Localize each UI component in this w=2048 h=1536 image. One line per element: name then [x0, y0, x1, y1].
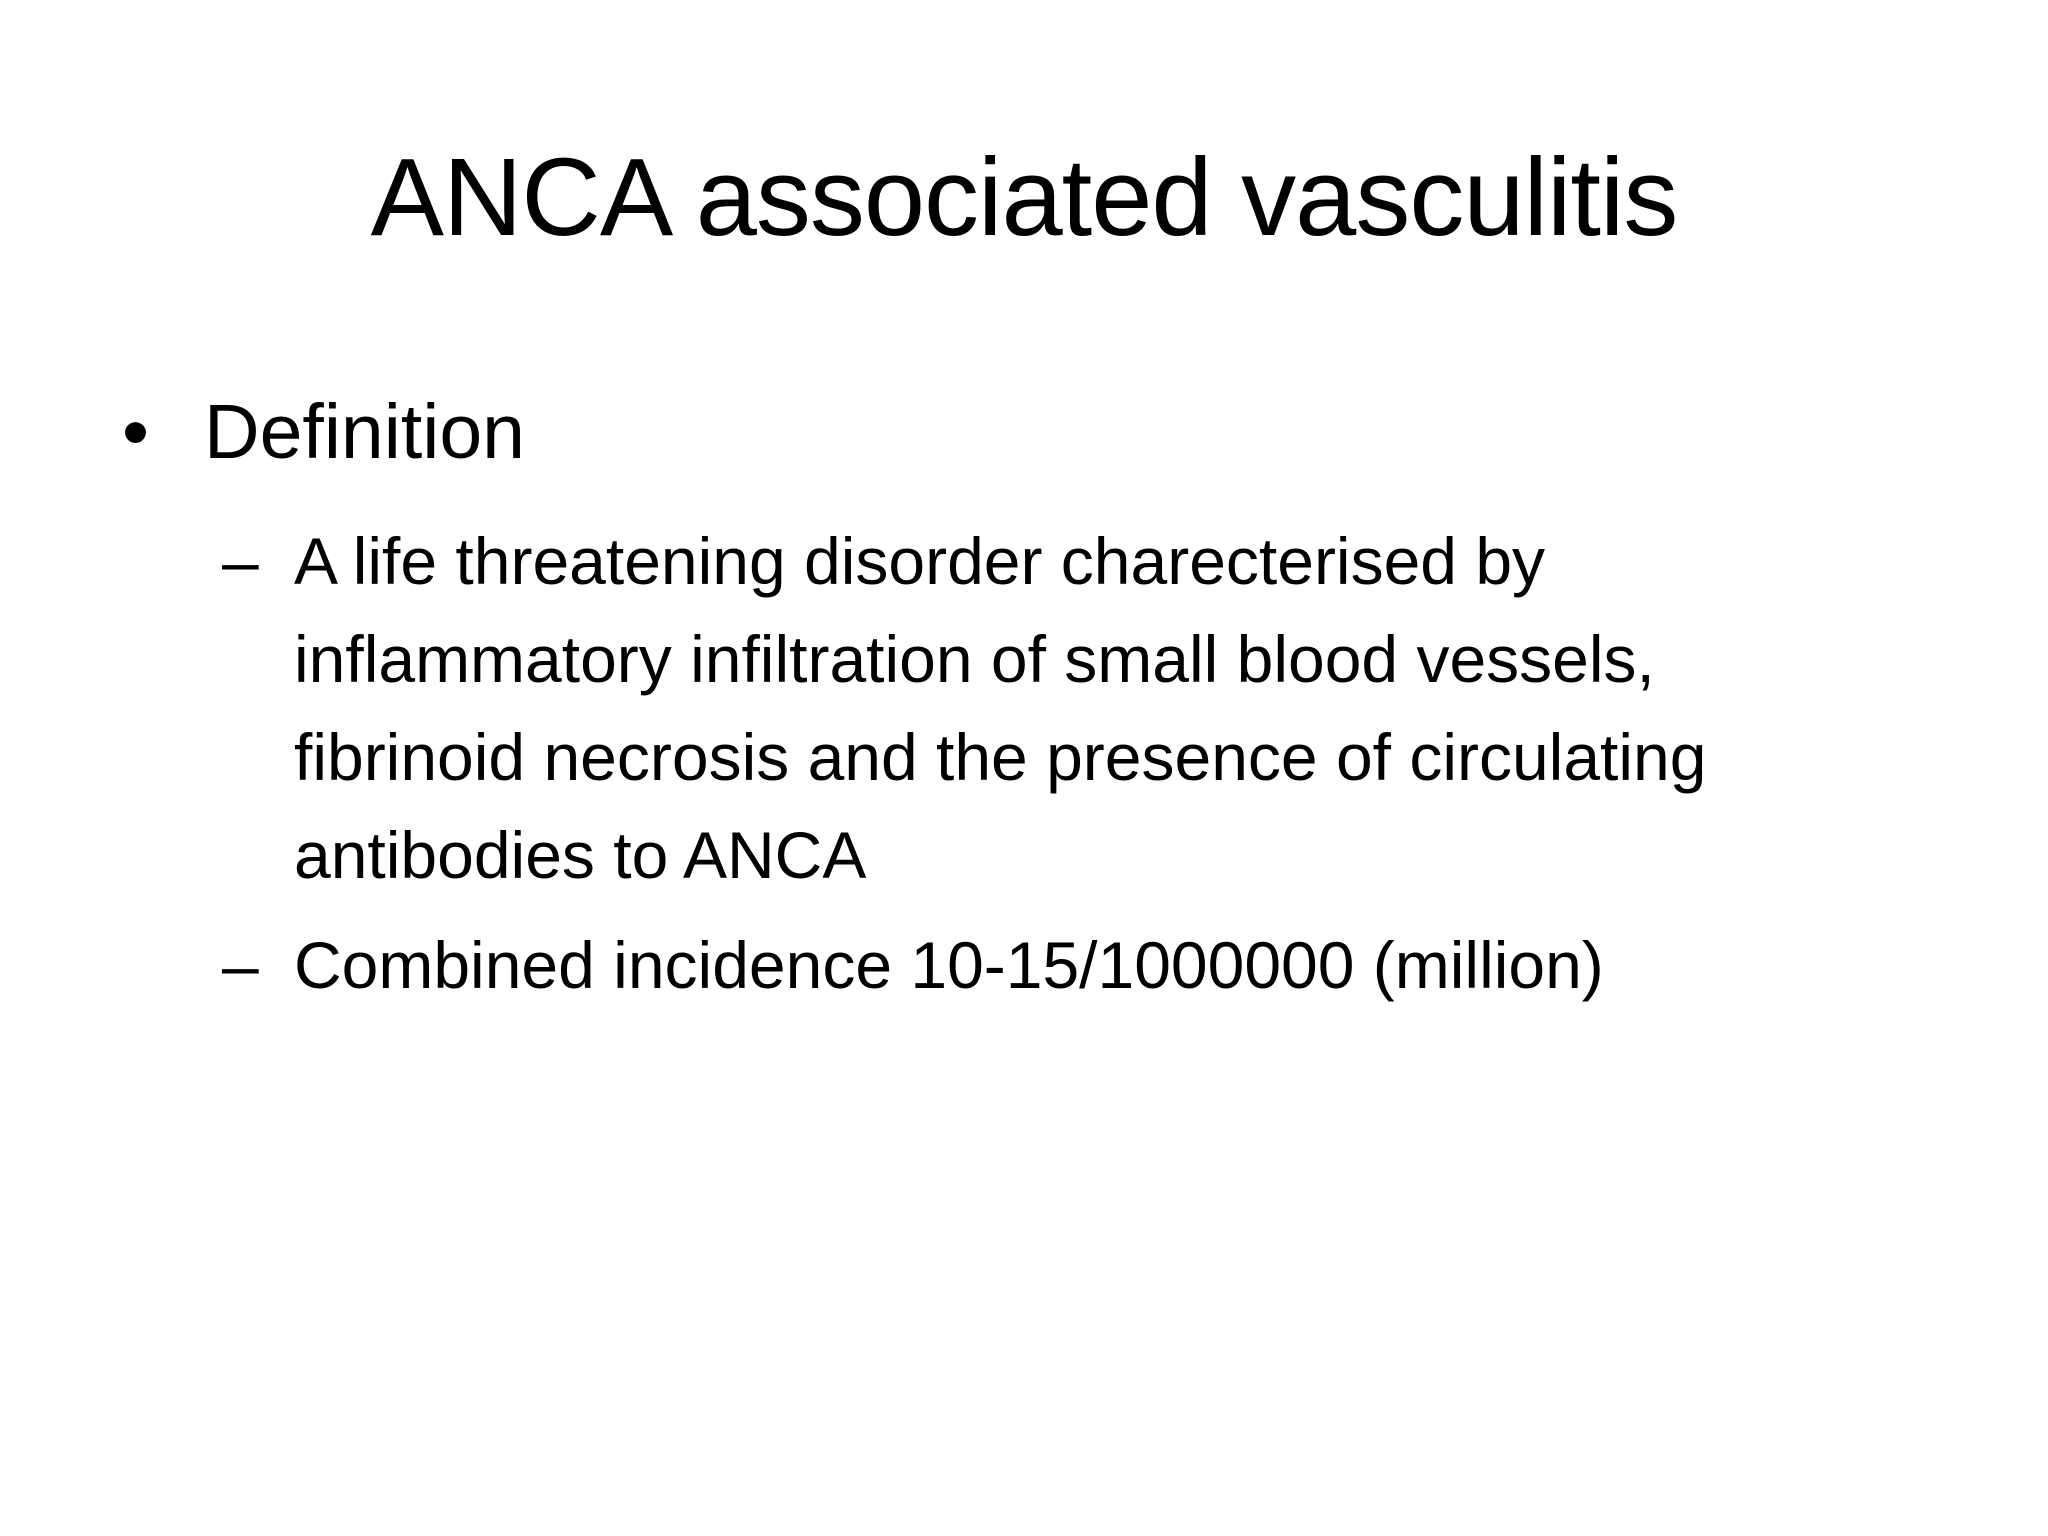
dash-marker: – — [222, 524, 259, 598]
bullet-text: Definition — [204, 389, 526, 475]
sub-bullet-line: antibodies to ANCA — [294, 818, 867, 892]
sub-bullet-incidence — [222, 916, 1922, 1014]
sub-bullet-line: A life threatening disorder charecterised by — [294, 524, 1546, 598]
sub-bullet-line: Combined incidence 10-15/1000000 (million) — [294, 928, 1604, 1002]
sub-bullet-list — [222, 512, 1922, 1026]
bullet-marker: • — [122, 389, 149, 475]
dash-marker: – — [222, 928, 259, 1002]
sub-bullet-definition — [222, 512, 1922, 904]
sub-bullet-line: inflammatory infiltration of small blood vessels, — [294, 622, 1655, 696]
sub-bullet-line: fibrinoid necrosis and the presence of circulating — [294, 720, 1707, 794]
slide-title: ANCA associated vasculitis — [370, 136, 1678, 259]
